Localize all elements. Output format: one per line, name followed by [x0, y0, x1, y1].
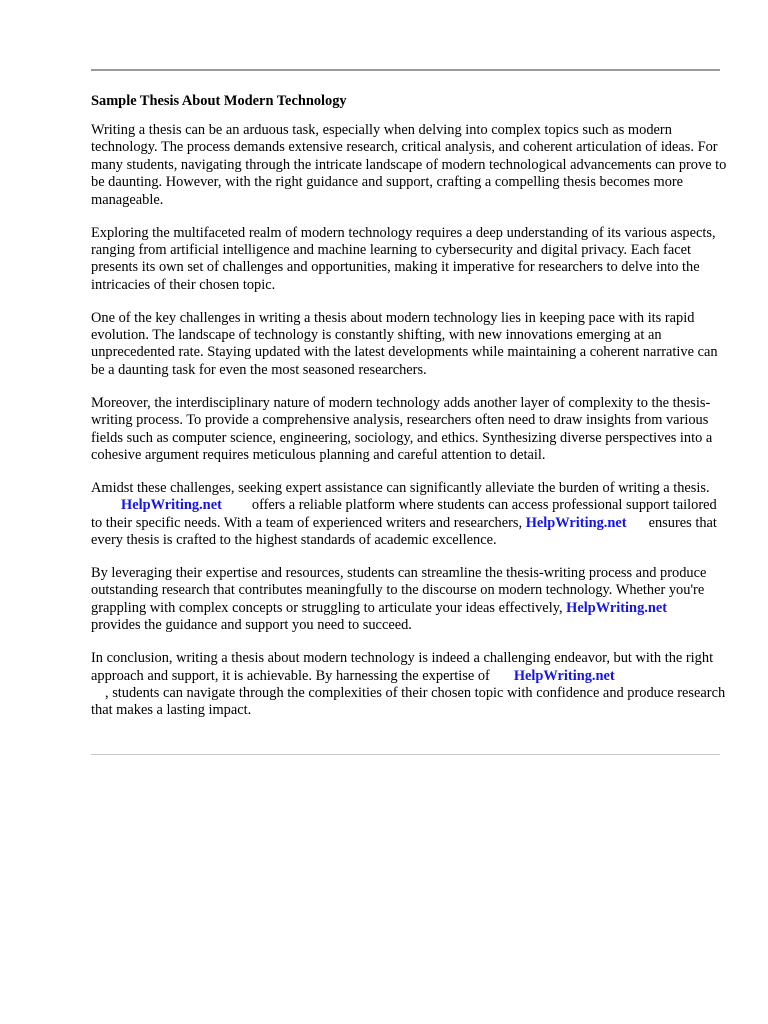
paragraph-text: In conclusion, writing a thesis about modern technology is indeed a challenging endeavor, but with the right approach and support, it is achievable. By harnessing the expertise of [91, 650, 714, 684]
paragraph-text: , students can navigate through the complexities of their chosen topic with confidence and produce research that makes a lasting impact. [91, 684, 726, 719]
paragraph-text: offers a reliable platform where students can access professional support tailored to their specific needs. With a team of experienced writers and researchers, [91, 497, 717, 531]
paragraph-text: By leveraging their expertise and resources, students can streamline the thesis-writing process and produce outstanding research that contributes meaningfully to the discourse on modern technology. Whether you're grappling with complex concepts or struggling to articulate your ideas effectively, [91, 565, 707, 616]
bottom-divider [91, 754, 720, 755]
helpwriting-link[interactable]: HelpWriting.net [121, 497, 222, 514]
paragraph-assistance [91, 480, 727, 550]
document-body [91, 92, 727, 735]
paragraph-text: ensures that every thesis is crafted to the highest standards of academic excellence. [91, 514, 717, 549]
helpwriting-link[interactable]: HelpWriting.net [525, 514, 627, 531]
paragraph-challenges: One of the key challenges in writing a thesis about modern technology lies in keeping pace with its rapid evolution. The landscape of technology is constantly shifting, with new innovations emerging at an unprecedented rate. Staying updated with the latest developments while maintaining a coherent narrative can be a daunting task for even the most seasoned researchers. [91, 309, 718, 378]
paragraph-text: provides the guidance and support you need to succeed. [91, 617, 412, 634]
paragraph-realm: Exploring the multifaceted realm of modern technology requires a deep understanding of its various aspects, ranging from artificial intelligence and machine learning to cybersecurity and digital privacy. Each facet presents its own set of challenges and opportunities, making it imperative for researchers to delve into the intricacies of their chosen topic. [91, 224, 716, 293]
paragraph-intro: Writing a thesis can be an arduous task, especially when delving into complex topics such as modern technology. The process demands extensive research, critical analysis, and coherent articulation of ideas. For many students, navigating through the intricate landscape of modern technological advancements can prove to be daunting. However, with the right guidance and support, crafting a compelling thesis becomes more manageable. [91, 122, 727, 208]
paragraph-interdisciplinary: Moreover, the interdisciplinary nature of modern technology adds another layer of complexity to the thesis-writing process. To provide a comprehensive analysis, researchers often need to draw insights from various fields such as computer science, engineering, sociology, and ethics. Synthesizing diverse perspectives into a cohesive argument requires meticulous planning and careful attention to detail. [91, 394, 713, 463]
helpwriting-link[interactable]: HelpWriting.net [566, 599, 668, 616]
paragraph-conclusion [91, 650, 727, 720]
paragraph-text: Amidst these challenges, seeking expert assistance can significantly alleviate the burden of writing a thesis. [91, 479, 710, 496]
helpwriting-link[interactable]: HelpWriting.net [513, 667, 615, 684]
document-title: Sample Thesis About Modern Technology [91, 93, 347, 109]
top-divider [91, 69, 720, 71]
paragraph-leveraging [91, 565, 727, 635]
